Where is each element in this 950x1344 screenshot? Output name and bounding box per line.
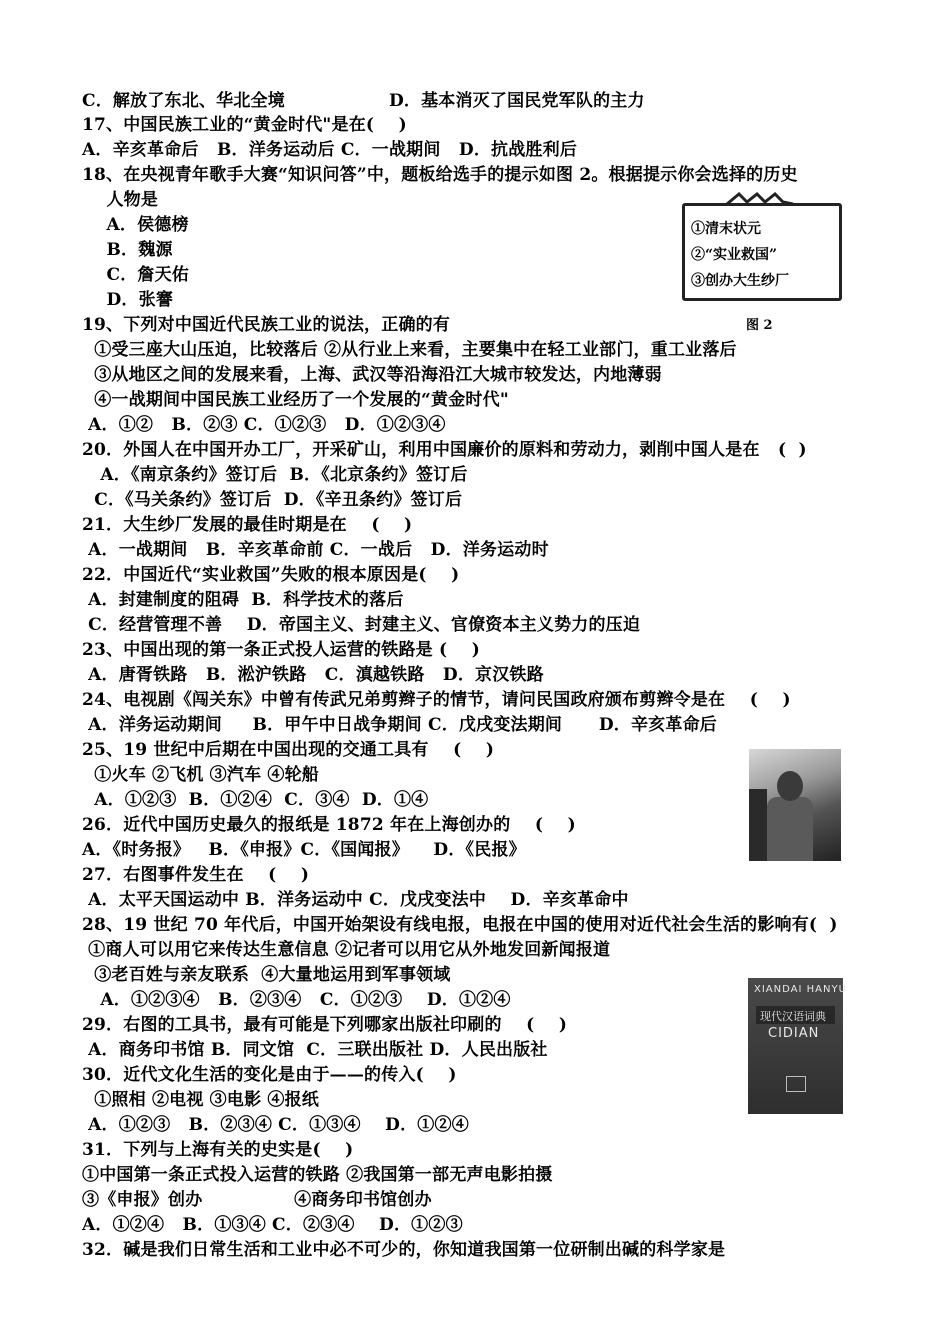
text-line: ①商人可以用它来传达生意信息 ②记者可以用它从外地发回新闻报道 bbox=[82, 940, 611, 960]
book-subtitle: CIDIAN bbox=[768, 1026, 820, 1041]
text-line: A．封建制度的阻碍 B．科学技术的落后 bbox=[82, 590, 404, 610]
text-line: ③老百姓与亲友联系 ④大量地运用到军事领域 bbox=[82, 965, 451, 985]
text-line: ①受三座大山压迫，比较落后 ②从行业上来看，主要集中在轻工业部门，重工业落后 bbox=[82, 340, 737, 360]
options-27: A．太平天国运动中 B．洋务运动中 C．戊戌变法中 D．辛亥革命中 bbox=[82, 890, 629, 910]
question-18: 18、在央视青年歌手大赛“知识问答”中，题板给选手的提示如图 2。根据提示你会选择的历史 bbox=[82, 165, 798, 185]
question-21: 21．大生纱厂发展的最佳时期是在 ( ) bbox=[82, 515, 413, 535]
question-17: 17、中国民族工业的“黄金时代"是在( ) bbox=[82, 115, 407, 135]
text-line: ①火车 ②飞机 ③汽车 ④轮船 bbox=[82, 765, 319, 785]
historical-photo bbox=[749, 749, 841, 861]
text-line: ③从地区之间的发展来看，上海、武汉等沿海沿江大城市较发达，内地薄弱 bbox=[82, 365, 662, 385]
text-line: ③《申报》创办 ④商务印书馆创办 bbox=[82, 1190, 432, 1210]
question-29: 29．右图的工具书，最有可能是下列哪家出版社印刷的 ( ) bbox=[82, 1015, 568, 1035]
text-line: ①中国第一条正式投入运营的铁路 ②我国第一部无声电影拍摄 bbox=[82, 1165, 553, 1185]
option-18-d: D．张謇 bbox=[82, 290, 174, 310]
question-28: 28、19 世纪 70 年代后，中国开始架设有线电报，电报在中国的使用对近代社会生活的影响有( ) bbox=[82, 915, 838, 935]
text-line: A．《南京条约》签订后 B．《北京条约》签订后 bbox=[82, 465, 468, 485]
question-30: 30．近代文化生活的变化是由于——的传入( ) bbox=[82, 1065, 457, 1085]
question-22: 22．中国近代“实业救国”失败的根本原因是( ) bbox=[82, 565, 460, 585]
option-18-a: A．侯德榜 bbox=[82, 215, 189, 235]
options-25: A．①②③ B．①②④ C．③④ D．①④ bbox=[82, 790, 429, 810]
hint-item: ②“实业救国” bbox=[691, 247, 778, 263]
hint-item: ③创办大生纱厂 bbox=[691, 273, 789, 289]
emblem-icon bbox=[786, 1076, 806, 1092]
question-19: 19、下列对中国近代民族工业的说法，正确的有 bbox=[82, 315, 451, 335]
options-26: A．《时务报》 B．《申报》C．《国闻报》 D．《民报》 bbox=[82, 840, 526, 860]
rope-icon bbox=[725, 192, 795, 206]
question-32: 32．碱是我们日常生活和工业中必不可少的，你知道我国第一位研制出碱的科学家是 bbox=[82, 1240, 726, 1260]
options-30: A．①②③ B．②③④ C．①③④ D．①②④ bbox=[82, 1115, 469, 1135]
options-17: A．辛亥革命后 B．洋务运动后 C．一战期间 D．抗战胜利后 bbox=[82, 140, 578, 160]
dictionary-cover-image bbox=[748, 978, 847, 1114]
options-29: A．商务印书馆 B．同文馆 C．三联出版社 D．人民出版社 bbox=[82, 1040, 548, 1060]
question-23: 23、中国出现的第一条正式投人运营的铁路是 ( ) bbox=[82, 640, 480, 660]
question-24: 24、电视剧《闯关东》中曾有传武兄弟剪辫子的情节，请问民国政府颁布剪辫令是在 ( ) bbox=[82, 690, 791, 710]
text-line: C．《马关条约》签订后 D．《辛丑条约》签订后 bbox=[82, 490, 463, 510]
book-title: 现代汉语词典 bbox=[760, 1010, 826, 1023]
question-27: 27．右图事件发生在 ( ) bbox=[82, 865, 310, 885]
option-18-c: C．詹天佑 bbox=[82, 265, 190, 285]
question-26: 26．近代中国历史最久的报纸是 1872 年在上海创办的 ( ) bbox=[82, 815, 576, 835]
book-pinyin: XIANDAI HANYU bbox=[754, 984, 847, 995]
question-25: 25、19 世纪中后期在中国出现的交通工具有 ( ) bbox=[82, 740, 495, 760]
options-21: A．一战期间 B．辛亥革命前 C．一战后 D．洋务运动时 bbox=[82, 540, 549, 560]
option-18-b: B．魏源 bbox=[82, 240, 173, 260]
text-line: ①照相 ②电视 ③电影 ④报纸 bbox=[82, 1090, 319, 1110]
options-23: A．唐胥铁路 B．淞沪铁路 C．滇越铁路 D．京汉铁路 bbox=[82, 665, 544, 685]
options-24: A．洋务运动期间 B．甲午中日战争期间 C．戊戌变法期间 D．辛亥革命后 bbox=[82, 715, 717, 735]
text-line: C．经营管理不善 D．帝国主义、封建主义、官僚资本主义势力的压迫 bbox=[82, 615, 641, 635]
hint-board-figure bbox=[682, 203, 842, 301]
figure-caption: 图 2 bbox=[746, 318, 773, 333]
options-28: A．①②③④ B．②③④ C．①②③ D．①②④ bbox=[82, 990, 511, 1010]
options-31: A．①②④ B．①③④ C．②③④ D．①②③ bbox=[82, 1215, 463, 1235]
hint-item: ①清末状元 bbox=[691, 221, 761, 237]
text-line: ④一战期间中国民族工业经历了一个发展的“黄金时代" bbox=[82, 390, 509, 410]
text-line: C．解放了东北、华北全境 D．基本消灭了国民党军队的主力 bbox=[82, 91, 645, 111]
options-19: A．①② B．②③ C．①②③ D．①②③④ bbox=[82, 415, 446, 435]
question-31: 31．下列与上海有关的史实是( ) bbox=[82, 1140, 354, 1160]
text-line: 人物是 bbox=[82, 190, 159, 210]
question-20: 20．外国人在中国开办工厂，开采矿山，利用中国廉价的原料和劳动力，剥削中国人是在 ( ) bbox=[82, 440, 807, 460]
